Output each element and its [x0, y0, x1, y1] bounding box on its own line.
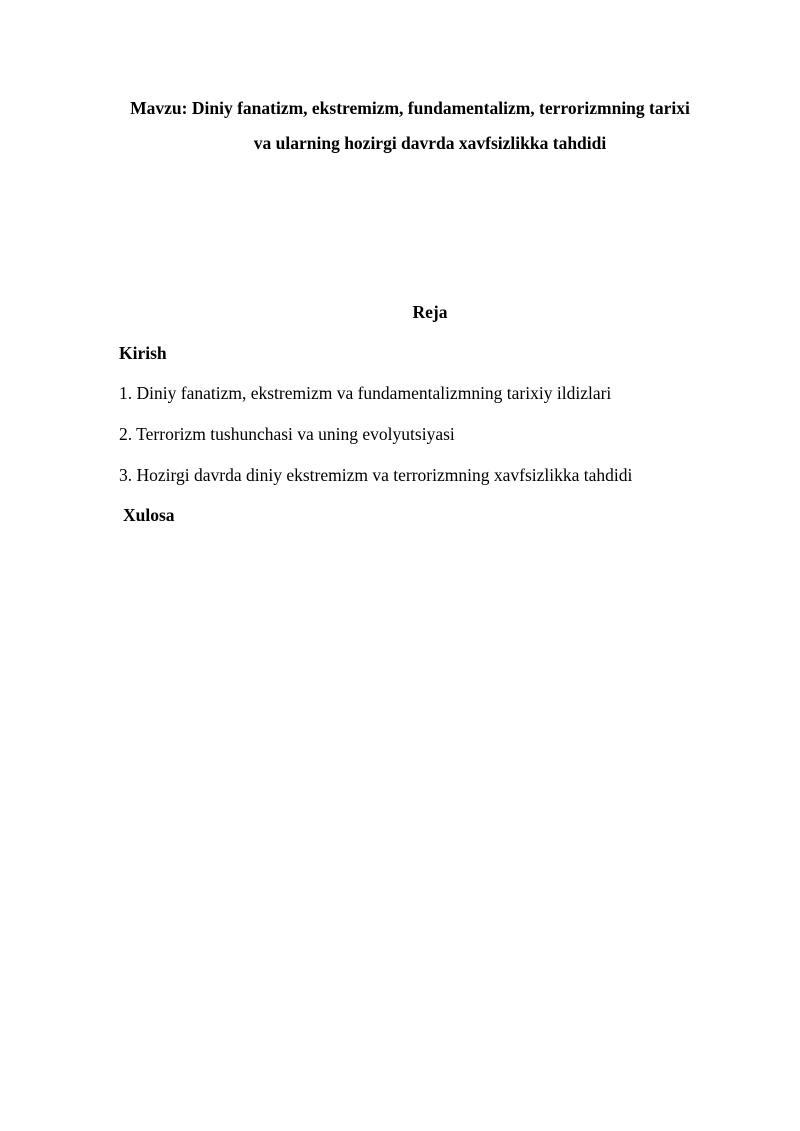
plan-item-1: 1. Diniy fanatizm, ekstremizm va fundamentalizmning tarixiy ildizlari [119, 383, 612, 403]
plan-item-3: 3. Hozirgi davrda diniy ekstremizm va terrorizmning xavfsizlikka tahdidi [119, 465, 633, 485]
plan-item-conclusion: Xulosa [123, 505, 175, 525]
document-title-line-1: Mavzu: Diniy fanatizm, ekstremizm, fundamentalizm, terrorizmning tarixi [130, 98, 690, 118]
plan-item-introduction: Kirish [119, 343, 167, 363]
plan-item-2: 2. Terrorizm tushunchasi va uning evolyutsiyasi [119, 424, 455, 444]
document-title-line-2: va ularning hozirgi davrda xavfsizlikka tahdidi [253, 133, 607, 153]
plan-heading: Reja [412, 302, 448, 322]
